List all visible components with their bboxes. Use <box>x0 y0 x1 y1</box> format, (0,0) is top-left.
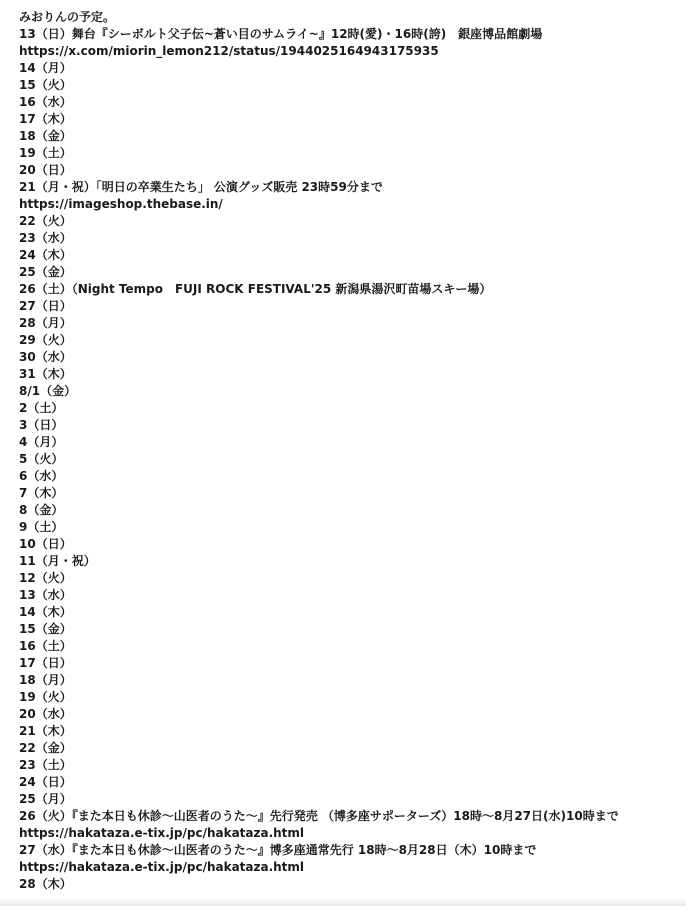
schedule-line: 27（日） <box>19 299 72 313</box>
schedule-line: 2（土） <box>19 401 64 415</box>
schedule-line: 15（金） <box>19 622 72 636</box>
schedule-line: 28（月） <box>19 316 72 330</box>
schedule-document <box>19 9 679 893</box>
schedule-line: 25（金） <box>19 265 72 279</box>
schedule-line: 29（火） <box>19 333 72 347</box>
schedule-line: 7（木） <box>19 486 64 500</box>
schedule-line: 20（水） <box>19 707 72 721</box>
schedule-line: 12（火） <box>19 571 72 585</box>
schedule-line: 4（月） <box>19 435 64 449</box>
schedule-line: 26（土）（Night Tempo FUJI ROCK FESTIVAL'25 新潟県湯沢町苗場スキー場） <box>19 282 492 296</box>
schedule-line: 23（水） <box>19 231 72 245</box>
schedule-line: 17（木） <box>19 112 72 126</box>
schedule-line: 22（火） <box>19 214 72 228</box>
schedule-line: 13（水） <box>19 588 72 602</box>
schedule-line: 24（日） <box>19 775 72 789</box>
schedule-line: 26（火）『また本日も休診〜山医者のうた〜』先行発売 （博多座サポーターズ）18時〜8月27日(水)10時まで <box>19 809 619 823</box>
schedule-line: 27（水）『また本日も休診〜山医者のうた〜』博多座通常先行 18時〜8月28日（木）10時まで <box>19 843 537 857</box>
schedule-line: 11（月・祝） <box>19 554 96 568</box>
schedule-line: 3（日） <box>19 418 64 432</box>
schedule-line: 9（土） <box>19 520 64 534</box>
imageshop-link[interactable]: https://imageshop.thebase.in/ <box>19 197 223 211</box>
schedule-line: 16（水） <box>19 95 72 109</box>
schedule-line: 23（土） <box>19 758 72 772</box>
schedule-line: 8/1（金） <box>19 384 77 398</box>
schedule-line: 6（水） <box>19 469 64 483</box>
schedule-line: 13（日）舞台『シーボルト父子伝~蒼い目のサムライ~』12時(愛)・16時(誇) 銀座博品館劇場 <box>19 27 543 41</box>
schedule-line: 21（月・祝）「明日の卒業生たち」 公演グッズ販売 23時59分まで <box>19 180 383 194</box>
schedule-line: 19（火） <box>19 690 72 704</box>
schedule-line: 28（木） <box>19 877 72 891</box>
schedule-line: 21（木） <box>19 724 72 738</box>
schedule-line: 14（木） <box>19 605 72 619</box>
schedule-line: 20（日） <box>19 163 72 177</box>
document-title: みおりんの予定。 <box>19 10 116 24</box>
schedule-line: 10（日） <box>19 537 72 551</box>
schedule-line: 14（月） <box>19 61 72 75</box>
schedule-line: 31（木） <box>19 367 72 381</box>
schedule-line: 18（月） <box>19 673 72 687</box>
schedule-line: 17（日） <box>19 656 72 670</box>
schedule-line: 19（土） <box>19 146 72 160</box>
schedule-line: 18（金） <box>19 129 72 143</box>
schedule-line: 30（水） <box>19 350 72 364</box>
schedule-line: 16（土） <box>19 639 72 653</box>
schedule-line: 8（金） <box>19 503 64 517</box>
schedule-line: 22（金） <box>19 741 72 755</box>
hakataza-link[interactable]: https://hakataza.e-tix.jp/pc/hakataza.html <box>19 860 305 874</box>
schedule-line: 15（火） <box>19 78 72 92</box>
x-status-link[interactable]: https://x.com/miorin_lemon212/status/1944025164943175935 <box>19 44 439 58</box>
schedule-line: 5（火） <box>19 452 64 466</box>
schedule-line: 24（木） <box>19 248 72 262</box>
hakataza-link[interactable]: https://hakataza.e-tix.jp/pc/hakataza.html <box>19 826 305 840</box>
bottom-fade <box>0 898 686 906</box>
schedule-line: 25（月） <box>19 792 72 806</box>
